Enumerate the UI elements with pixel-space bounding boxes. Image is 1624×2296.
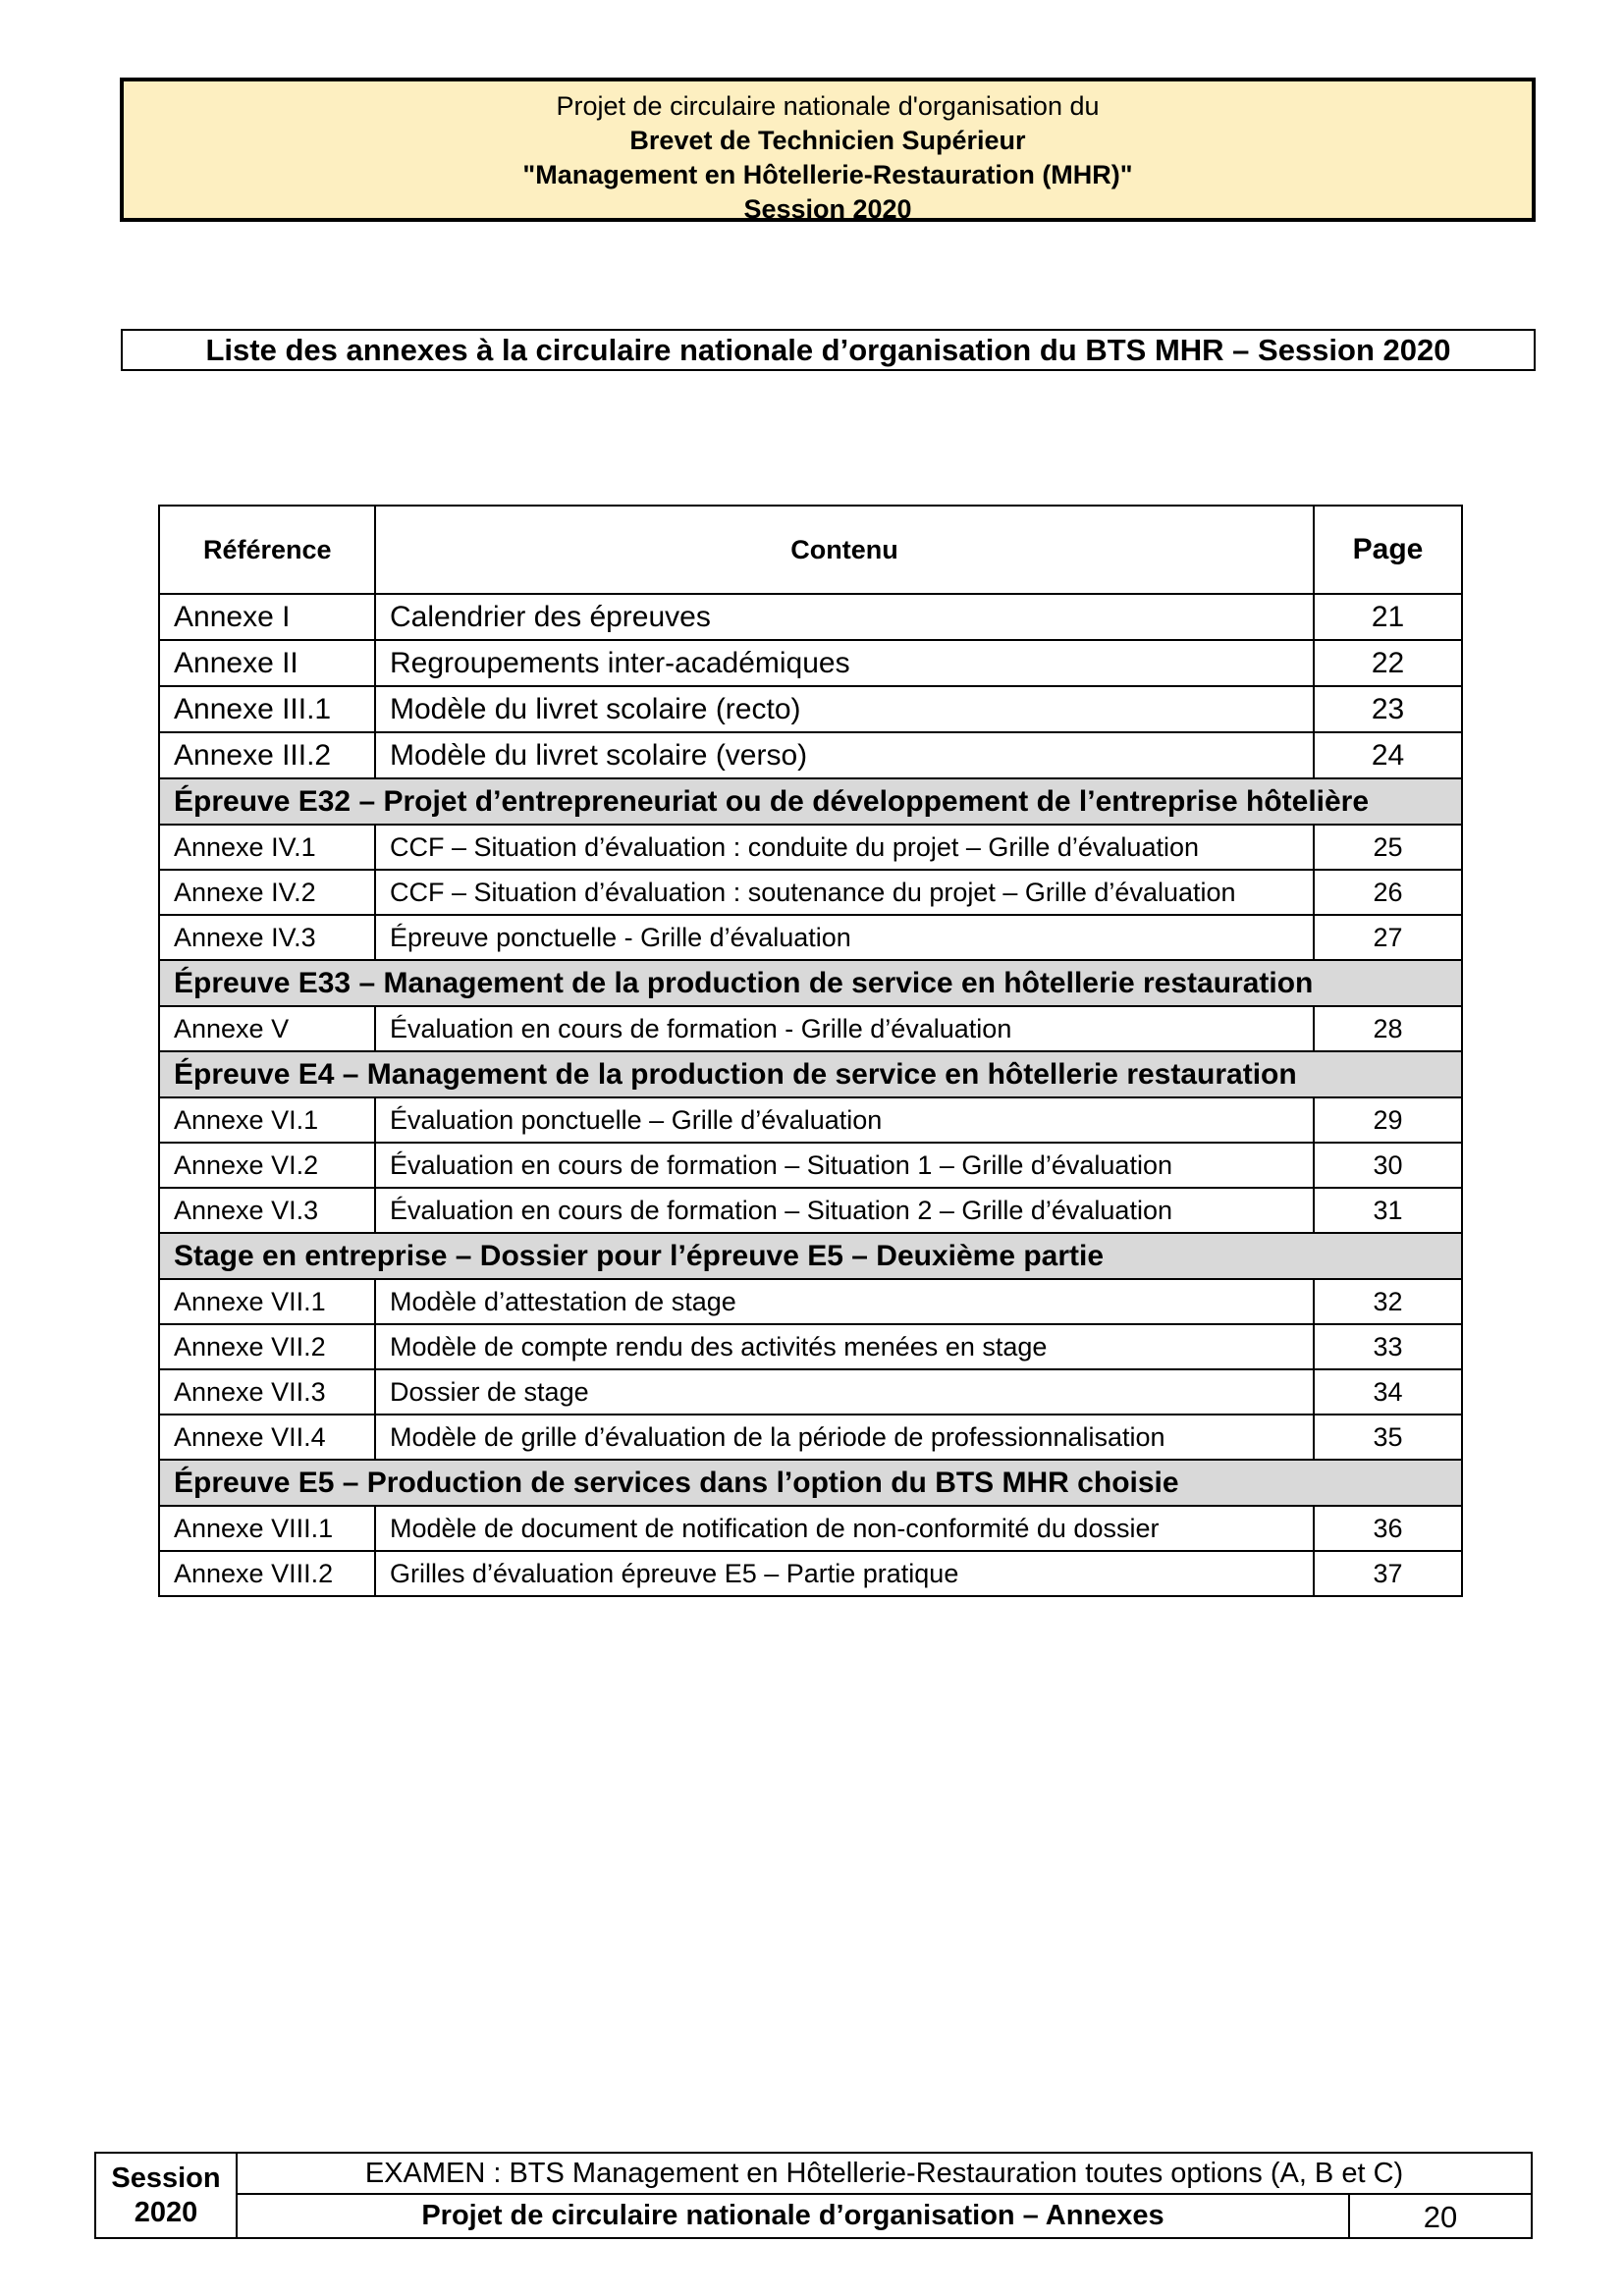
footer-session-label: Session	[111, 2163, 221, 2194]
table-row	[159, 1324, 1462, 1369]
cell-content: Évaluation ponctuelle – Grille d’évaluation	[375, 1097, 1314, 1143]
header-line-2: Brevet de Technicien Supérieur	[629, 126, 1026, 155]
cell-content: Modèle de grille d’évaluation de la période de professionnalisation	[375, 1415, 1314, 1460]
header-line-1: Projet de circulaire nationale d'organisation du	[556, 91, 1100, 121]
table-row	[159, 732, 1462, 778]
table-row	[159, 870, 1462, 915]
cell-page: 34	[1314, 1369, 1462, 1415]
cell-reference: Annexe VIII.2	[159, 1551, 375, 1596]
annex-table-body	[159, 594, 1462, 1596]
cell-reference: Annexe IV.1	[159, 825, 375, 870]
section-row	[159, 960, 1462, 1006]
cell-page: 26	[1314, 870, 1462, 915]
table-row	[159, 640, 1462, 686]
column-header-page: Page	[1314, 506, 1462, 594]
cell-content: Modèle de compte rendu des activités menées en stage	[375, 1324, 1314, 1369]
cell-page: 23	[1314, 686, 1462, 732]
cell-content: Dossier de stage	[375, 1369, 1314, 1415]
cell-reference: Annexe III.1	[159, 686, 375, 732]
cell-page: 37	[1314, 1551, 1462, 1596]
table-row	[159, 1506, 1462, 1551]
cell-page: 25	[1314, 825, 1462, 870]
cell-page: 35	[1314, 1415, 1462, 1460]
cell-reference: Annexe IV.2	[159, 870, 375, 915]
annex-table	[158, 505, 1463, 1597]
cell-content: Évaluation en cours de formation - Grille d’évaluation	[375, 1006, 1314, 1051]
table-row	[159, 1415, 1462, 1460]
section-title: Épreuve E33 – Management de la production de service en hôtellerie restauration	[159, 960, 1462, 1006]
cell-page: 27	[1314, 915, 1462, 960]
cell-content: Évaluation en cours de formation – Situation 2 – Grille d’évaluation	[375, 1188, 1314, 1233]
section-title: Épreuve E32 – Projet d’entrepreneuriat ou de développement de l’entreprise hôtelière	[159, 778, 1462, 825]
cell-content: Épreuve ponctuelle - Grille d’évaluation	[375, 915, 1314, 960]
column-header-content: Contenu	[375, 506, 1314, 594]
cell-content: Modèle du livret scolaire (recto)	[375, 686, 1314, 732]
table-row	[159, 1143, 1462, 1188]
cell-reference: Annexe II	[159, 640, 375, 686]
cell-page: 30	[1314, 1143, 1462, 1188]
cell-page: 32	[1314, 1279, 1462, 1324]
table-row	[159, 825, 1462, 870]
cell-reference: Annexe I	[159, 594, 375, 640]
table-row	[159, 1097, 1462, 1143]
cell-page: 36	[1314, 1506, 1462, 1551]
table-row	[159, 686, 1462, 732]
cell-page: 21	[1314, 594, 1462, 640]
cell-reference: Annexe VI.1	[159, 1097, 375, 1143]
section-title: Épreuve E4 – Management de la production de service en hôtellerie restauration	[159, 1051, 1462, 1097]
cell-page: 22	[1314, 640, 1462, 686]
cell-page: 33	[1314, 1324, 1462, 1369]
list-title: Liste des annexes à la circulaire nationale d’organisation du BTS MHR – Session 2020	[121, 329, 1536, 371]
section-row	[159, 1051, 1462, 1097]
table-row	[159, 594, 1462, 640]
footer-page-number: 20	[1423, 2200, 1458, 2234]
footer-exam: EXAMEN : BTS Management en Hôtellerie-Restauration toutes options (A, B et C)	[238, 2154, 1531, 2195]
cell-content: Grilles d’évaluation épreuve E5 – Partie pratique	[375, 1551, 1314, 1596]
cell-page: 28	[1314, 1006, 1462, 1051]
document-header	[120, 78, 1536, 222]
section-row	[159, 1460, 1462, 1506]
footer-session	[96, 2154, 238, 2237]
cell-content: CCF – Situation d’évaluation : soutenance du projet – Grille d’évaluation	[375, 870, 1314, 915]
footer-subtitle: Projet de circulaire nationale d’organisation – Annexes	[238, 2195, 1350, 2237]
table-row	[159, 1006, 1462, 1051]
cell-reference: Annexe VII.1	[159, 1279, 375, 1324]
section-row	[159, 1233, 1462, 1279]
cell-reference: Annexe VIII.1	[159, 1506, 375, 1551]
table-row	[159, 1551, 1462, 1596]
cell-content: Modèle d’attestation de stage	[375, 1279, 1314, 1324]
cell-content: Modèle du livret scolaire (verso)	[375, 732, 1314, 778]
section-title: Stage en entreprise – Dossier pour l’épreuve E5 – Deuxième partie	[159, 1233, 1462, 1279]
table-row	[159, 1188, 1462, 1233]
cell-reference: Annexe VI.2	[159, 1143, 375, 1188]
cell-content: Évaluation en cours de formation – Situation 1 – Grille d’évaluation	[375, 1143, 1314, 1188]
cell-content: Regroupements inter-académiques	[375, 640, 1314, 686]
cell-reference: Annexe VII.3	[159, 1369, 375, 1415]
cell-content: Modèle de document de notification de non-conformité du dossier	[375, 1506, 1314, 1551]
cell-page: 24	[1314, 732, 1462, 778]
cell-reference: Annexe V	[159, 1006, 375, 1051]
section-title: Épreuve E5 – Production de services dans l’option du BTS MHR choisie	[159, 1460, 1462, 1506]
cell-reference: Annexe III.2	[159, 732, 375, 778]
cell-reference: Annexe VI.3	[159, 1188, 375, 1233]
table-row	[159, 915, 1462, 960]
cell-content: CCF – Situation d’évaluation : conduite du projet – Grille d’évaluation	[375, 825, 1314, 870]
cell-reference: Annexe VII.2	[159, 1324, 375, 1369]
header-line-3: "Management en Hôtellerie-Restauration (MHR)"	[522, 160, 1133, 189]
header-line-4: Session 2020	[743, 194, 912, 224]
table-row	[159, 1369, 1462, 1415]
section-row	[159, 778, 1462, 825]
cell-reference: Annexe VII.4	[159, 1415, 375, 1460]
cell-page: 31	[1314, 1188, 1462, 1233]
footer-session-year: 2020	[134, 2197, 198, 2228]
page-footer	[94, 2152, 1533, 2239]
table-header-row	[159, 506, 1462, 594]
cell-page: 29	[1314, 1097, 1462, 1143]
cell-content: Calendrier des épreuves	[375, 594, 1314, 640]
table-row	[159, 1279, 1462, 1324]
cell-reference: Annexe IV.3	[159, 915, 375, 960]
column-header-reference: Référence	[159, 506, 375, 594]
